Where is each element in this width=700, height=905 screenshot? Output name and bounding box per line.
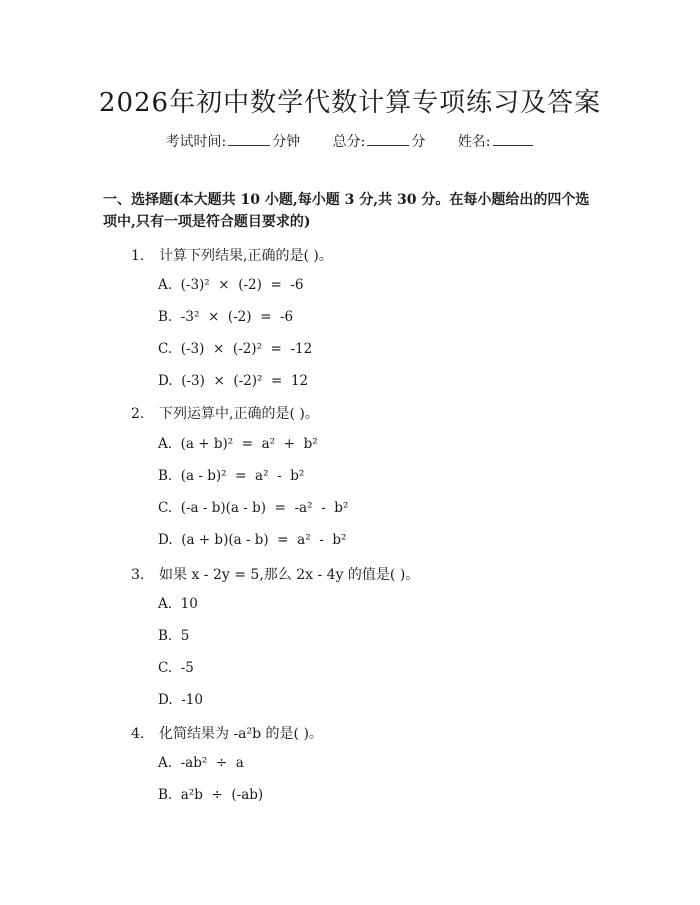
question-number: 4. [131,726,145,742]
option-a: A. 10 [158,596,198,612]
option-b: B. (a - b)² = a² - b² [158,468,305,484]
option-b: B. -3² × (-2) = -6 [158,309,294,325]
question-number: 1. [131,248,145,264]
option-b: B. 5 [158,628,190,644]
total-score-blank [367,133,409,146]
total-score-unit: 分 [411,134,426,150]
section-heading: 一、选择题(本大题共 10 小题,每小题 3 分,共 30 分。在每小题给出的四个选项中,只有一项是符合题目要求的) [103,192,590,230]
total-score-label: 总分: [332,134,366,150]
total-score [333,131,426,151]
option-a: A. (a + b)² = a² + b² [158,436,318,452]
page-title: 2026年初中数学代数计算专项练习及答案 [98,88,602,118]
exam-time-unit: 分钟 [272,134,301,150]
exam-time-label: 考试时间: [165,134,227,150]
exam-time-blank [228,133,270,146]
option-d: D. -10 [158,692,203,708]
question-stem: 化简结果为 -a²b 的是( )。 [159,726,323,742]
option-a: A. -ab² ÷ a [158,755,244,771]
question-stem: 计算下列结果,正确的是( )。 [159,248,333,264]
student-name-blank [493,133,533,146]
question-stem: 如果 x - 2y = 5,那么 2x - 4y 的值是( )。 [159,567,420,583]
option-c: C. -5 [158,660,194,676]
question-3 [131,564,419,584]
question-stem: 下列运算中,正确的是( )。 [159,406,319,422]
question-1 [131,245,333,265]
question-number: 3. [131,567,145,583]
question-4 [131,723,323,743]
student-name [458,131,535,151]
option-c: C. (-a - b)(a - b) = -a² - b² [158,500,349,516]
student-name-label: 姓名: [457,134,491,150]
option-b: B. a²b ÷ (-ab) [158,787,264,803]
option-a: A. (-3)² × (-2) = -6 [158,277,304,293]
option-d: D. (-3) × (-2)² = 12 [158,373,309,389]
option-c: C. (-3) × (-2)² = -12 [158,341,313,357]
exam-time [165,131,300,151]
question-number: 2. [131,406,145,422]
question-2 [131,403,319,423]
option-d: D. (a + b)(a - b) = a² - b² [158,532,347,548]
exam-info-line [0,131,700,151]
